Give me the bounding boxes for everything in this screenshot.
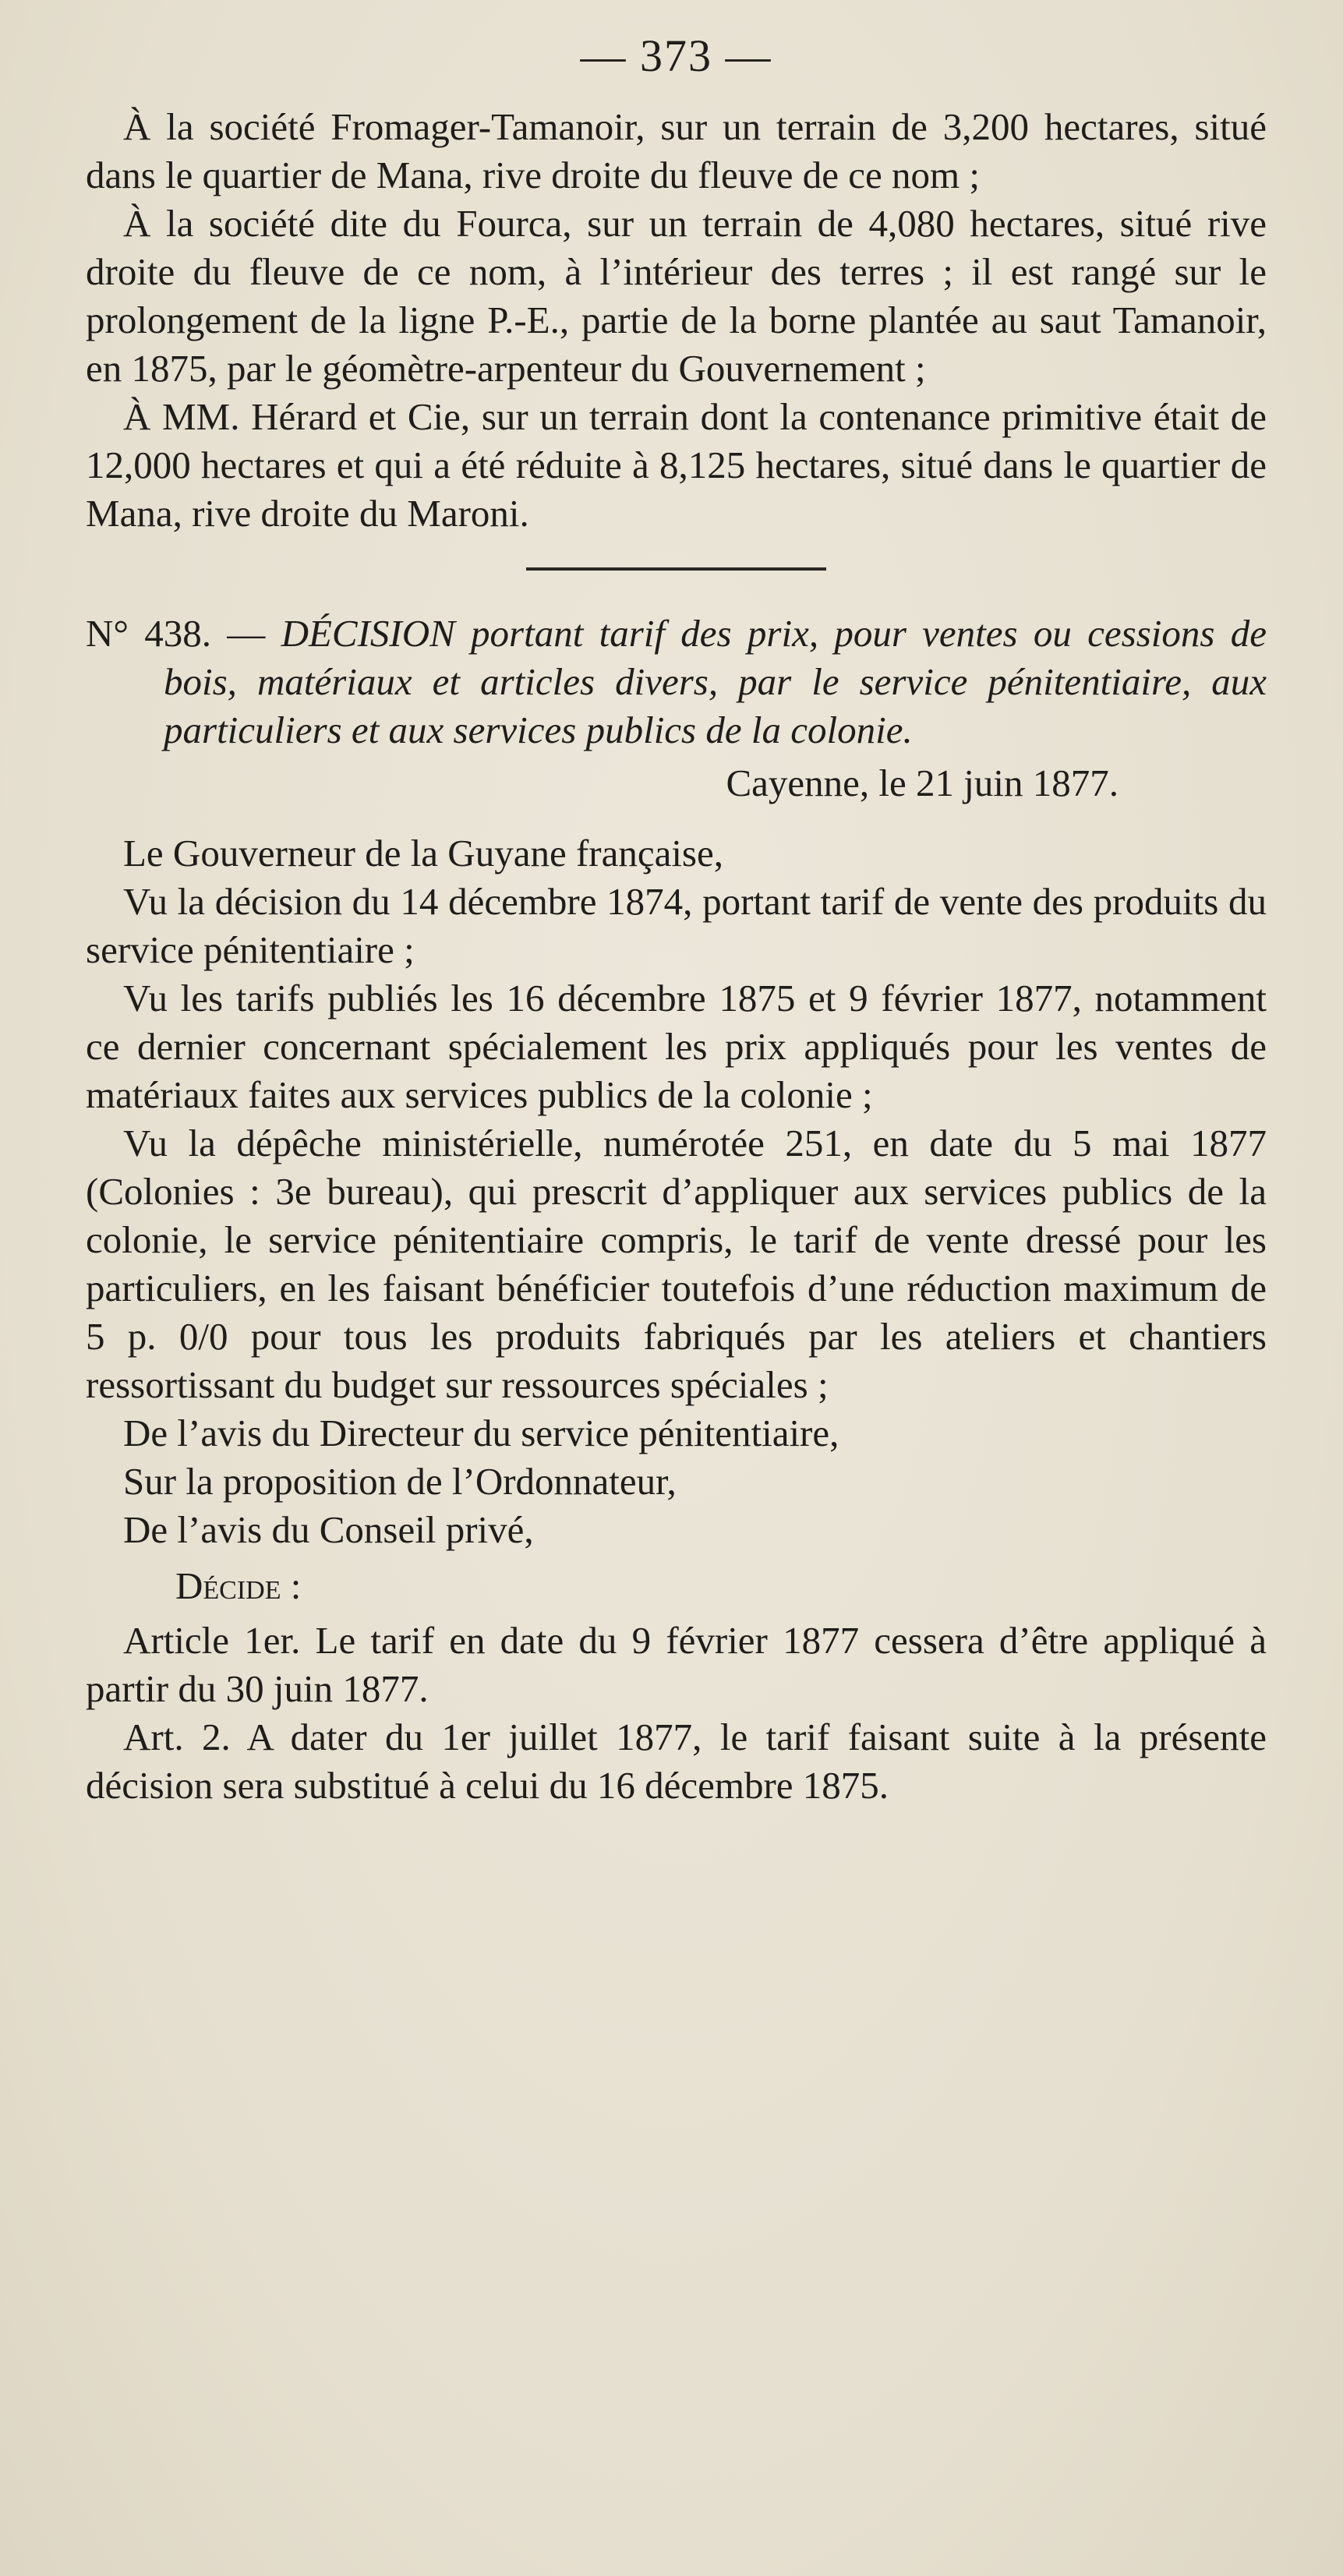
paragraph-fourca: À la société dite du Fourca, sur un terrain de 4,080 hectares, situé rive droite du fleuve de ce nom, à l’intérieur des terres ; il est rangé sur le prolongement de la ligne P.-E., partie de la borne plantée au saut Tamanoir, en 1875, par le géomètre-arpenteur du Gouvernement ; xyxy=(86,201,1267,390)
considerant-3: Vu la dépêche ministérielle, numérotée 251, en date du 5 mai 1877 (Colonies : 3e bureau), qui prescrit d’appliquer aux services publics de la colonie, le service pénitentiaire compris, le tarif de vente dressé pour les particuliers, en les faisant bénéficier toutefois d’une réduction maximum de 5 p. 0/0 pour tous les produits fabriqués par les ateliers et chantiers ressortissant du budget sur ressources spéciales ; xyxy=(86,1121,1267,1406)
section-divider xyxy=(526,567,826,571)
considerant-2: Vu les tarifs publiés les 16 décembre 1875 et 9 février 1877, notamment ce dernier concernant spécialement les prix appliqués pour les ventes de matériaux faites aux services publics de la colonie ; xyxy=(86,976,1267,1116)
decision-opening: Le Gouverneur de la Guyane française, xyxy=(123,831,724,875)
decide-label: Décide : xyxy=(175,1564,302,1607)
decision-number: N° 438. — xyxy=(86,611,266,655)
decision-heading xyxy=(86,610,1267,754)
considerant-1: Vu la décision du 14 décembre 1874, portant tarif de vente des produits du service pénitentiaire ; xyxy=(86,879,1267,971)
paragraph-fromager-tamanoir: À la société Fromager-Tamanoir, sur un terrain de 3,200 hectares, situé dans le quartier de Mana, rive droite du fleuve de ce nom ; xyxy=(86,104,1267,196)
page-content xyxy=(86,31,1267,1810)
considerant-5: Sur la proposition de l’Ordonnateur, xyxy=(123,1459,677,1503)
page-number: — 373 — xyxy=(580,30,772,81)
paragraph-herard: À MM. Hérard et Cie, sur un terrain dont la contenance primitive était de 12,000 hectares et qui a été réduite à 8,125 hectares, situé dans le quartier de Mana, rive droite du Maroni. xyxy=(86,394,1267,535)
article-1: Article 1er. Le tarif en date du 9 février 1877 cessera d’être appliqué à partir du 30 juin 1877. xyxy=(86,1618,1267,1710)
article-2: Art. 2. A dater du 1er juillet 1877, le tarif faisant suite à la présente décision sera substitué à celui du 16 décembre 1875. xyxy=(86,1715,1267,1807)
considerant-6: De l’avis du Conseil privé, xyxy=(123,1507,534,1551)
decision-dateline: Cayenne, le 21 juin 1877. xyxy=(726,761,1119,804)
decision-title: DÉCISION portant tarif des prix, pour ventes ou cessions de bois, matériaux et articles divers, par le service pénitentiaire, aux particuliers et aux services publics de la colonie. xyxy=(164,611,1267,751)
considerant-4: De l’avis du Directeur du service pénitentiaire, xyxy=(123,1411,839,1454)
